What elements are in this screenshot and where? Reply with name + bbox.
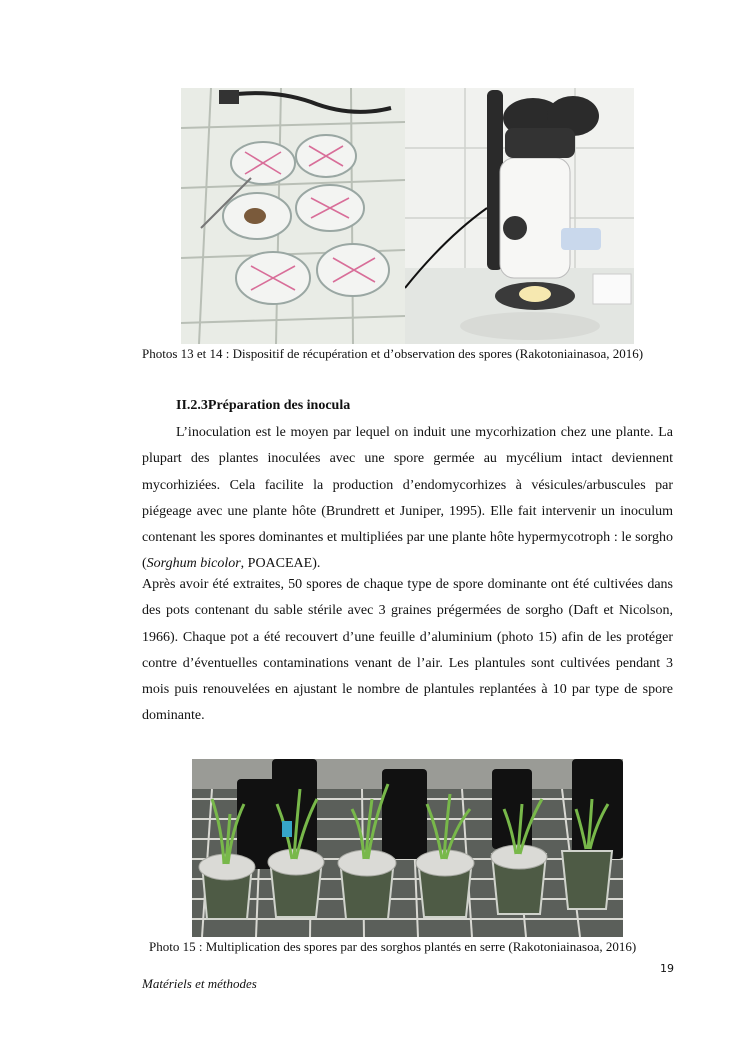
- species-name: Sorghum bicolor: [146, 556, 241, 572]
- photo-14-stereo-microscope: [405, 88, 634, 344]
- page-footer: Matériels et méthodes: [142, 976, 257, 991]
- paragraph-inoculation: [142, 420, 673, 578]
- section-number: II.2.3: [176, 398, 208, 413]
- photo-15-sorghum-pots: [192, 759, 623, 937]
- section-title: Préparation des inocula: [207, 398, 351, 413]
- figure-caption-photos-13-14: Photos 13 et 14 : Dispositif de récupération et d’observation des spores (Rakotoniainasoa, 2016): [142, 346, 644, 361]
- page-number: 19: [660, 962, 674, 975]
- section-heading: [176, 398, 350, 414]
- paragraph-1-text: L’inoculation est le moyen par lequel on induit une mycorhization chez une plante. La plupart des plantes inoculées avec une spore germée au mycélium intact deviennent mycorhiziées. Cela facilite la production d’endomycorhizes à vésicules/arbuscules par piégeage avec une plante hôte (Brundrett et Juniper, 1995). Elle fait intervenir un inoculum contenant les spores dominantes et multipliées par une plante hôte hypermycotroph : le sorgho (: [142, 425, 673, 572]
- paragraph-culture: Après avoir été extraites, 50 spores de chaque type de spore dominante ont été cultivées dans des pots contenant du sable stérile avec 3 graines prégermées de sorgho (Daft et Nicolson, 1966). Chaque pot a été recouvert d’une feuille d’aluminium (photo 15) afin de les protéger contre d’éventuelles contaminations venant de l’air. Les plantules sont cultivées pendant 3 mois puis renouvelées en ajustant le nombre de plantules replantées à 10 par type de spore dominante.: [142, 577, 673, 724]
- figure-caption-photo-15: Photo 15 : Multiplication des spores par des sorghos plantés en serre (Rakotoniainasoa, 2016): [149, 939, 637, 954]
- photo-13-petri-dishes: [181, 88, 405, 344]
- paragraph-1-end: , POACEAE).: [240, 556, 321, 572]
